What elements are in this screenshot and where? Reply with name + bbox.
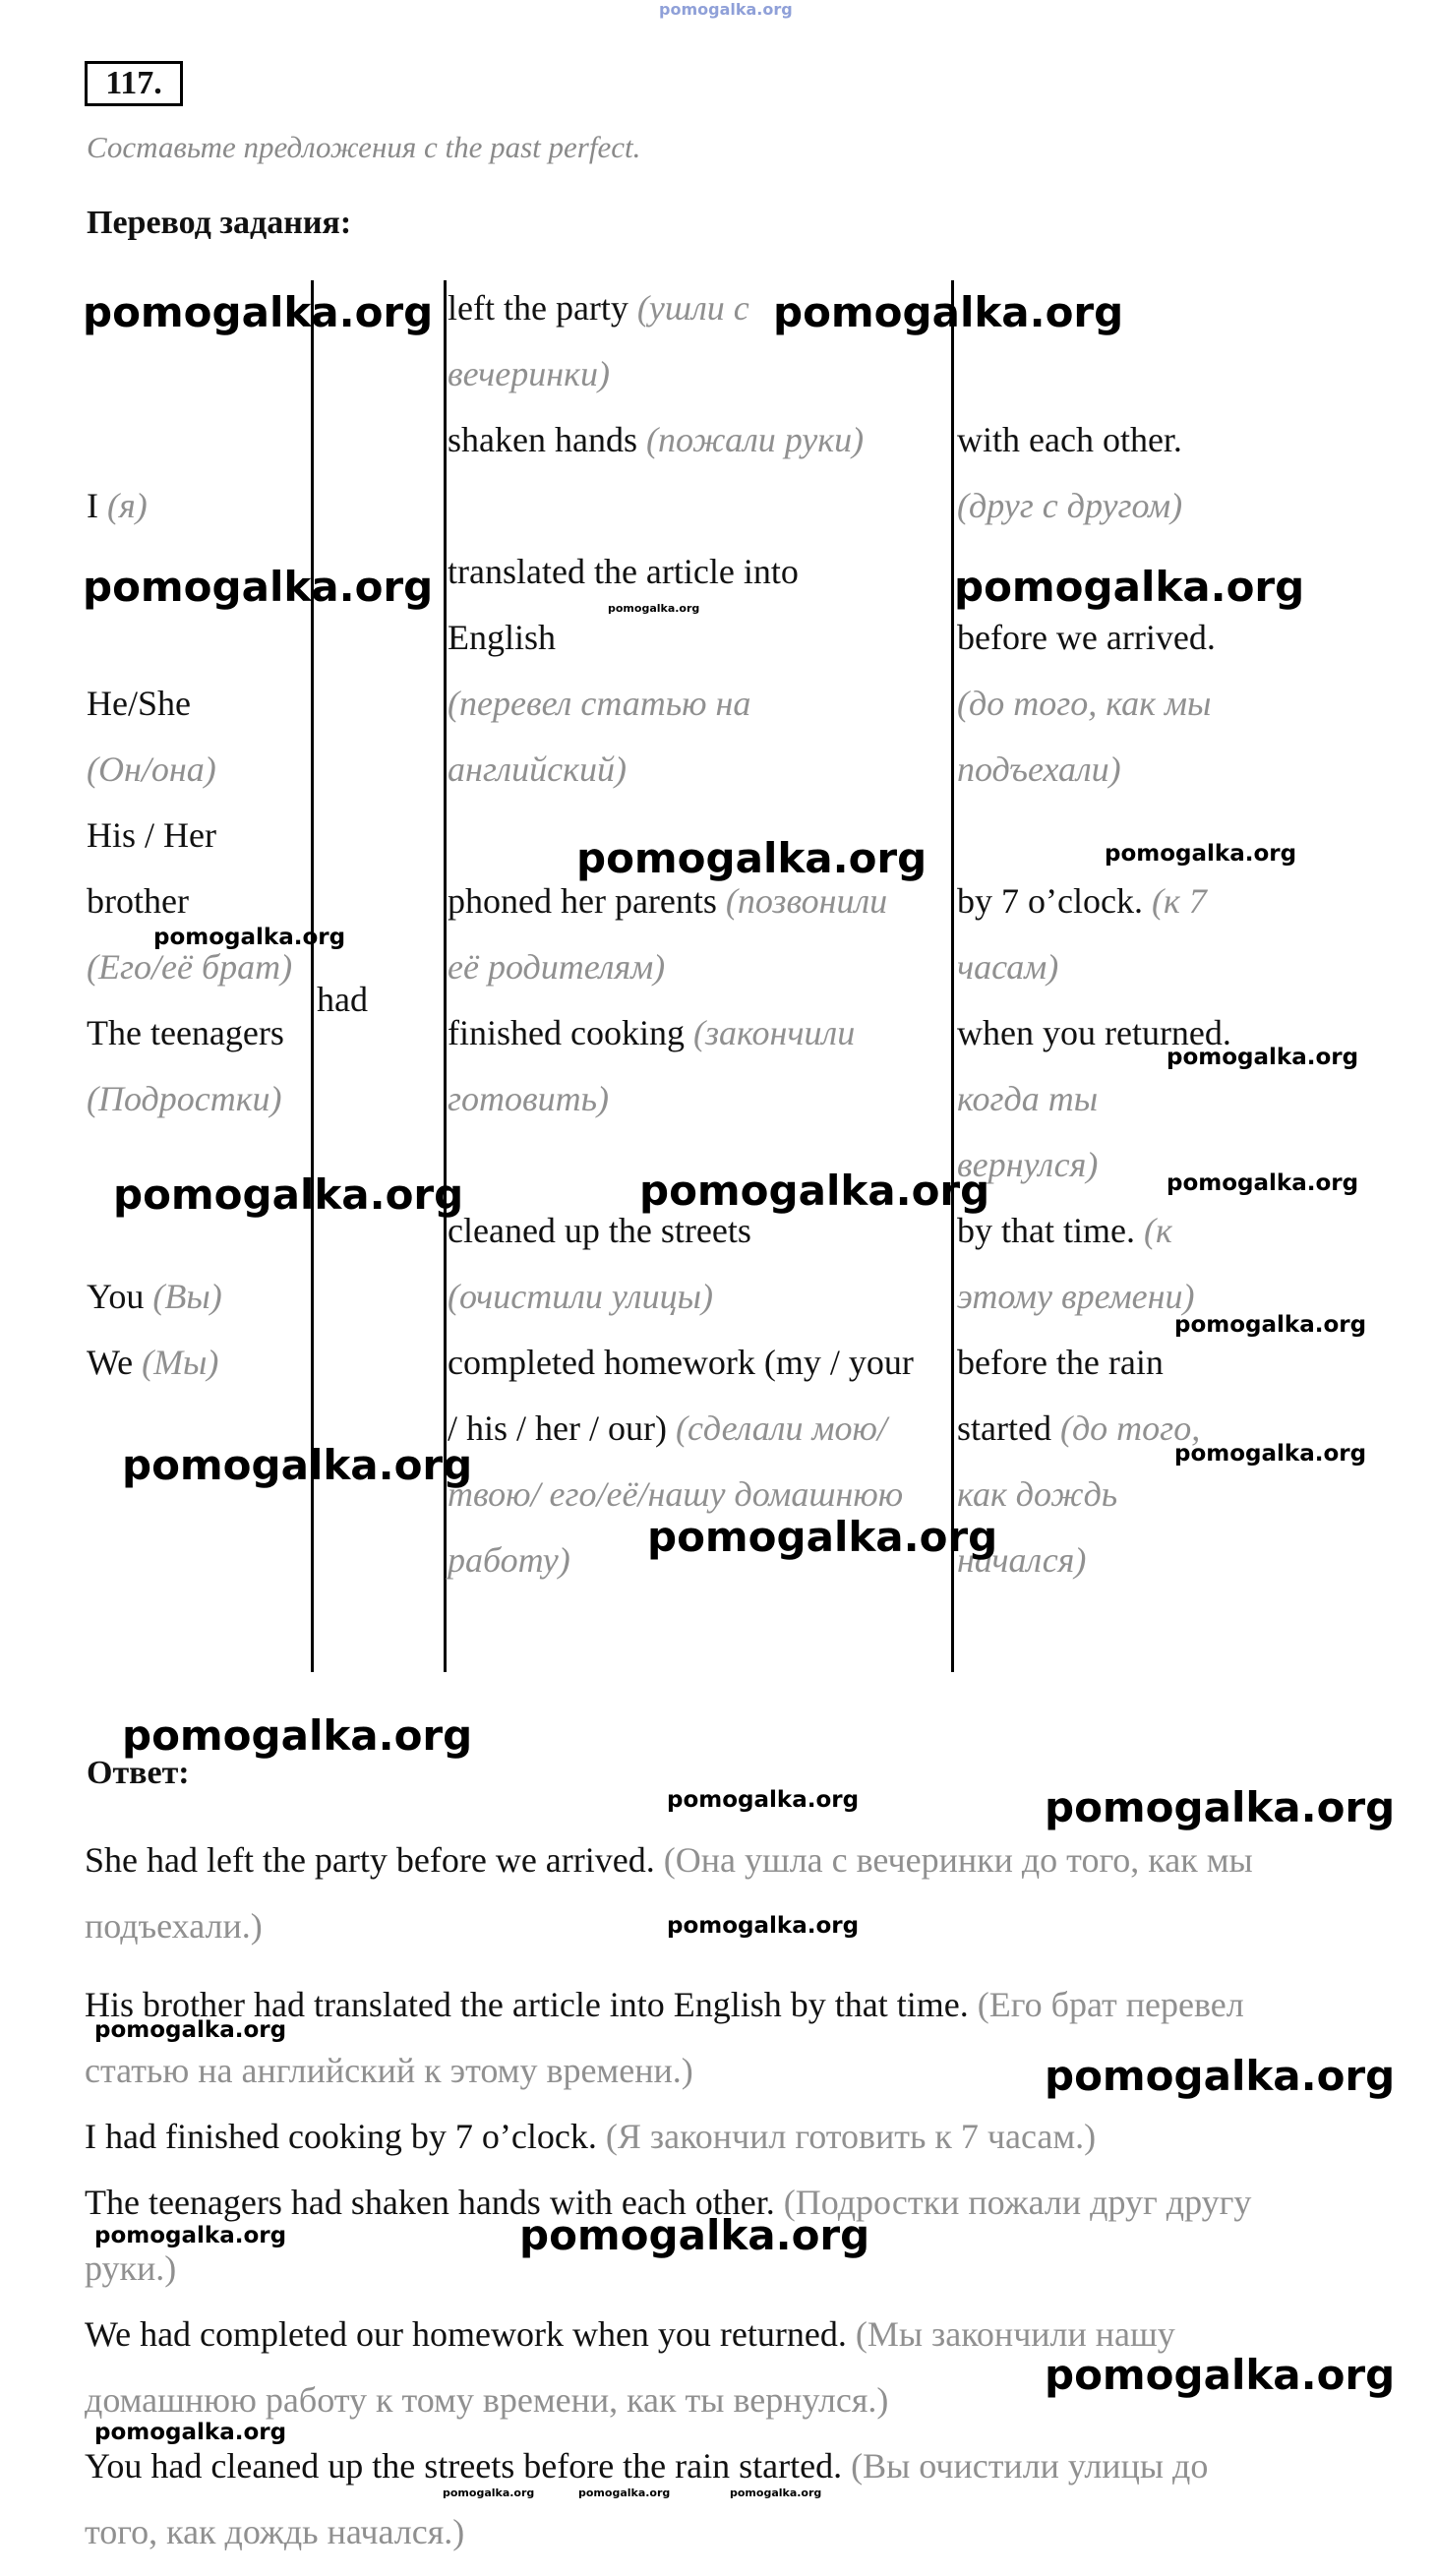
watermark: pomogalka.org [519,2211,870,2259]
watermark: pomogalka.org [576,834,927,882]
time-before-translation-2: подъехали) [957,749,1121,789]
time-rain-translation: как дождь [957,1474,1118,1514]
watermark: pomogalka.org [1045,2351,1396,2399]
answer-3: I had finished cooking by 7 o’clock. (Я закончил готовить к 7 часам.) [85,2117,1097,2156]
subject-brother-translation: (Его/её брат) [87,947,293,987]
watermark: pomogalka.org [94,2223,287,2248]
subject-you: You (Вы) [87,1277,222,1316]
action-finished-translation: готовить) [448,1079,610,1118]
subject-i: I (я) [87,486,148,525]
watermark: pomogalka.org [639,1167,990,1215]
task-number: 117. [85,61,183,106]
time-with-each-other: with each other. [957,420,1182,459]
subject-his-her: His / Her [87,815,216,855]
time-before-arrived: before we arrived. [957,618,1216,657]
watermark: pomogalka.org [578,2486,671,2499]
time-when-translation: когда ты [957,1079,1099,1118]
subject-he-she: He/She [87,684,191,723]
action-completed-2: / his / her / our) (сделали мою/ [448,1408,887,1448]
watermark: pomogalka.org [83,563,434,611]
action-completed-translation-2: работу) [448,1540,570,1580]
answer-4-cont: руки.) [85,2248,177,2288]
watermark: pomogalka.org [608,602,700,615]
answer-6-cont: того, как дождь начался.) [85,2512,465,2551]
time-rain-translation-2: начался) [957,1540,1087,1580]
subject-he-she-translation: (Он/она) [87,749,216,789]
action-left-party-translation: вечеринки) [448,354,610,393]
subject-brother: brother [87,881,189,921]
watermark: pomogalka.org [954,563,1305,611]
time-by-that-translation: этому времени) [957,1277,1195,1316]
watermark: pomogalka.org [94,2420,287,2445]
time-by-7-translation: часам) [957,947,1059,987]
action-translated-2: English [448,618,557,657]
answer-1-cont: подъехали.) [85,1906,263,1946]
action-shaken-hands: shaken hands (пожали руки) [448,420,865,459]
answer-4: The teenagers had shaken hands with each other. (Подростки пожали друг другу [85,2183,1252,2222]
action-translated: translated the article into [448,552,799,591]
answer-2-cont: статью на английский к этому времени.) [85,2051,693,2090]
time-by-that-time: by that time. (к [957,1211,1172,1250]
watermark: pomogalka.org [773,288,1124,336]
subject-we: We (Мы) [87,1343,219,1382]
top-watermark: pomogalka.org [659,0,793,19]
time-started: started (до того, [957,1408,1201,1448]
watermark: pomogalka.org [1045,2052,1396,2100]
watermark: pomogalka.org [1105,841,1297,867]
action-cleaned: cleaned up the streets [448,1211,751,1250]
watermark: pomogalka.org [647,1513,998,1561]
action-finished-cooking: finished cooking (закончили [448,1013,856,1052]
subject-teenagers: The teenagers [87,1013,284,1052]
watermark: pomogalka.org [667,1913,860,1939]
watermark: pomogalka.org [730,2486,822,2499]
watermark: pomogalka.org [1174,1312,1367,1338]
watermark: pomogalka.org [1167,1170,1359,1196]
watermark: pomogalka.org [94,2017,287,2043]
translation-heading: Перевод задания: [87,205,352,241]
time-with-translation: (друг с другом) [957,486,1183,525]
subject-teenagers-translation: (Подростки) [87,1079,282,1118]
answer-2: His brother had translated the article into English by that time. (Его брат перевел [85,1985,1244,2024]
auxiliary-had: had [317,980,368,1019]
watermark: pomogalka.org [1174,1441,1367,1467]
action-completed-translation: твою/ его/её/нашу домашнюю [448,1474,904,1514]
action-cleaned-translation: (очистили улицы) [448,1277,713,1316]
time-before-translation: (до того, как мы [957,684,1212,723]
time-when-translation-2: вернулся) [957,1145,1099,1184]
action-phoned: phoned her parents (позвонили [448,881,888,921]
watermark: pomogalka.org [83,288,434,336]
watermark: pomogalka.org [113,1170,464,1219]
time-before-rain: before the rain [957,1343,1164,1382]
answer-1: She had left the party before we arrived. (Она ушла с вечеринки до того, как мы [85,1840,1253,1880]
time-when-returned: when you returned. [957,1013,1231,1052]
action-translated-translation-2: английский) [448,749,627,789]
action-left-party: left the party (ушли с [448,288,749,328]
answer-6: You had cleaned up the streets before the rain started. (Вы очистили улицы до [85,2446,1209,2486]
table-divider-3 [951,280,954,1672]
time-by-7: by 7 o’clock. (к 7 [957,881,1207,921]
answer-5: We had completed our homework when you returned. (Мы закончили нашу [85,2314,1175,2354]
watermark: pomogalka.org [1045,1783,1396,1831]
watermark: pomogalka.org [443,2486,535,2499]
watermark: pomogalka.org [122,1711,473,1760]
watermark: pomogalka.org [153,925,346,950]
action-translated-translation: (перевел статью на [448,684,751,723]
action-phoned-translation: её родителям) [448,947,666,987]
watermark: pomogalka.org [122,1441,473,1489]
watermark: pomogalka.org [667,1787,860,1813]
watermark: pomogalka.org [1167,1045,1359,1070]
answer-5-cont: домашнюю работу к тому времени, как ты вернулся.) [85,2380,889,2420]
answer-heading: Ответ: [87,1755,190,1791]
instruction: Составьте предложения с the past perfect. [87,130,641,164]
action-completed: completed homework (my / your [448,1343,914,1382]
